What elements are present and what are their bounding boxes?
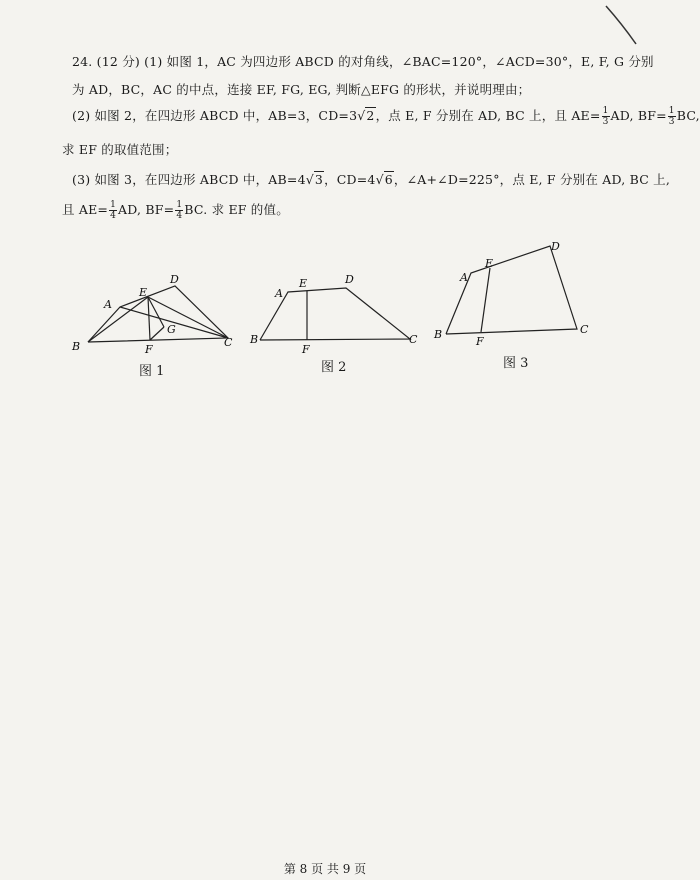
fig1-label-f: F bbox=[145, 343, 153, 356]
sqrt-value: 3 bbox=[314, 172, 324, 187]
fig1-label-d: D bbox=[170, 273, 179, 286]
problem-line-1 bbox=[72, 52, 654, 70]
fraction-denominator: 3 bbox=[602, 117, 609, 127]
fig2-label-f: F bbox=[302, 343, 310, 356]
problem-text: ，点 E, F 分别在 AD, BC 上，且 AE= bbox=[375, 108, 601, 123]
fraction-numerator: 1 bbox=[110, 200, 117, 210]
problem-text: BC. 求 EF 的值。 bbox=[184, 202, 289, 217]
fig3-label-f: F bbox=[476, 335, 484, 348]
corner-mark bbox=[602, 4, 642, 54]
fig2-label-d: D bbox=[345, 273, 354, 286]
problem-text: 求 EF 的取值范围； bbox=[62, 142, 178, 157]
problem-text: ，CD=4 bbox=[324, 172, 376, 187]
segment-ef bbox=[481, 268, 490, 332]
sqrt-value: 2 bbox=[366, 108, 375, 123]
fig1-label-a: A bbox=[104, 298, 112, 311]
problem-text: ，∠A+∠D=225°，点 E, F 分别在 AD, BC 上, bbox=[393, 172, 671, 187]
fig3-label-e: E bbox=[485, 257, 494, 270]
figure-2-caption: 图 2 bbox=[321, 360, 347, 375]
fig3-label-b: B bbox=[434, 328, 443, 341]
quad-outline bbox=[446, 246, 577, 334]
problem-text: AD, BF= bbox=[118, 202, 175, 217]
fraction-numerator: 1 bbox=[668, 106, 675, 116]
problem-text: 为 AD，BC，AC 的中点，连接 EF, FG, EG, 判断△EFG 的形状，并说明理由； bbox=[72, 82, 531, 97]
problem-text: 24. (12 分) (1) 如图 1，AC 为四边形 ABCD 的对角线，∠BAC=120°，∠ACD=30°，E, F, G 分别 bbox=[72, 54, 654, 69]
problem-line-4 bbox=[62, 140, 177, 158]
fig1-label-e: E bbox=[139, 286, 148, 299]
quad-outline bbox=[88, 286, 228, 342]
problem-text: 且 AE= bbox=[62, 202, 109, 217]
problem-text: BC, bbox=[676, 108, 700, 123]
fraction bbox=[668, 106, 676, 127]
sqrt-sign: √ bbox=[305, 172, 314, 187]
fig3-label-a: A bbox=[460, 271, 468, 284]
fig2-label-c: C bbox=[409, 333, 418, 346]
segment-ef bbox=[148, 297, 150, 340]
fraction-numerator: 1 bbox=[602, 106, 609, 116]
fig2-label-a: A bbox=[275, 287, 283, 300]
figure-3-caption: 图 3 bbox=[503, 356, 529, 371]
problem-text: (3) 如图 3，在四边形 ABCD 中，AB=4 bbox=[72, 172, 306, 187]
segment-be bbox=[88, 297, 148, 342]
figure-3 bbox=[446, 246, 577, 334]
problem-text: AD, BF= bbox=[610, 108, 667, 123]
problem-line-5 bbox=[72, 170, 670, 188]
problem-line-2 bbox=[72, 80, 530, 98]
problem-line-6 bbox=[62, 200, 289, 221]
fraction bbox=[175, 200, 183, 221]
fig2-label-b: B bbox=[250, 333, 259, 346]
fraction bbox=[602, 106, 610, 127]
page-footer: 第 8 页 共 9 页 bbox=[283, 862, 367, 876]
fraction bbox=[109, 200, 117, 221]
fig1-label-c: C bbox=[224, 336, 233, 349]
segment-ec bbox=[148, 297, 228, 338]
fraction-denominator: 4 bbox=[110, 211, 117, 221]
fraction-denominator: 4 bbox=[176, 211, 183, 221]
fig3-label-c: C bbox=[580, 323, 589, 336]
figure-1-caption: 图 1 bbox=[139, 364, 165, 379]
fig1-label-g: G bbox=[167, 323, 176, 336]
fraction-denominator: 3 bbox=[668, 117, 675, 127]
sqrt-sign: √ bbox=[375, 172, 384, 187]
sqrt-sign: √ bbox=[357, 108, 366, 123]
figure-1 bbox=[88, 286, 228, 342]
fig1-label-b: B bbox=[72, 340, 81, 353]
fig2-label-e: E bbox=[299, 277, 308, 290]
problem-line-3 bbox=[72, 106, 700, 127]
sqrt-value: 6 bbox=[384, 172, 393, 187]
segment-fg bbox=[150, 327, 164, 340]
problem-text: (2) 如图 2，在四边形 ABCD 中，AB=3，CD=3 bbox=[72, 108, 358, 123]
fig3-label-d: D bbox=[551, 240, 560, 253]
fraction-numerator: 1 bbox=[176, 200, 183, 210]
